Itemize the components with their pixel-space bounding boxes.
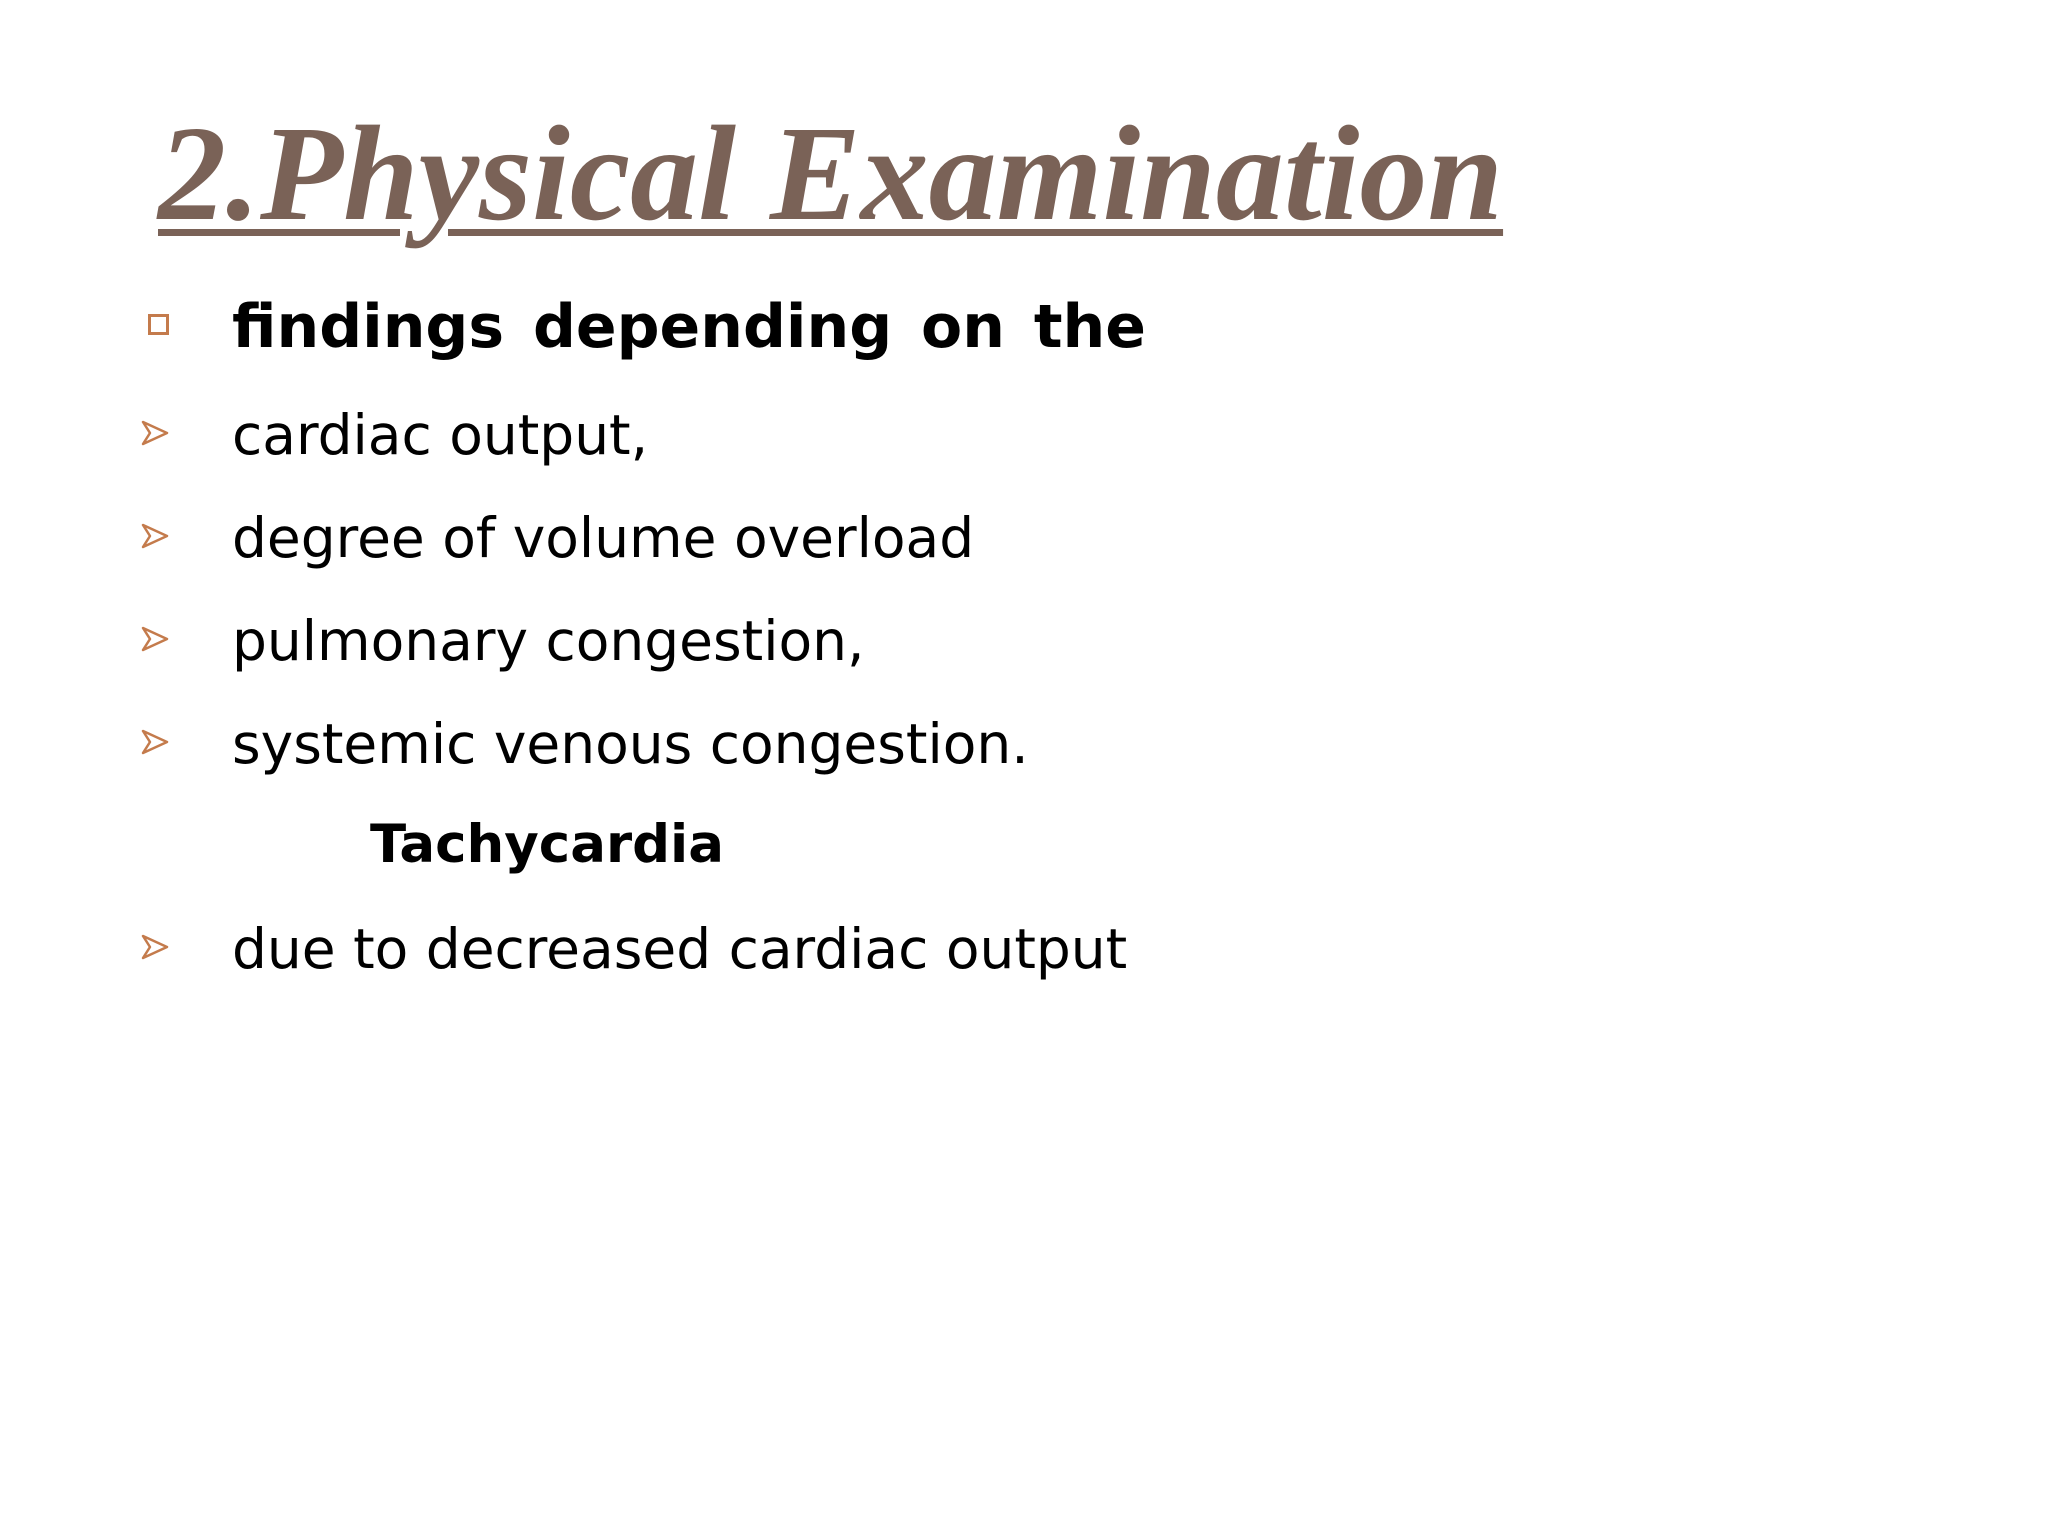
arrow-bullet-icon — [140, 727, 170, 757]
list-item-text: due to decreased cardiac output — [232, 917, 1128, 981]
list-item — [0, 400, 2048, 490]
arrow-bullet-icon — [140, 932, 170, 962]
subheading-tachycardia: Tachycardia — [370, 814, 724, 875]
list-item — [0, 606, 2048, 696]
list-item-text: degree of volume overload — [232, 506, 975, 570]
intro-text: findings depending on the — [232, 292, 1146, 362]
list-item — [0, 503, 2048, 593]
subheading-row — [0, 810, 2048, 900]
square-bullet-icon — [148, 314, 169, 335]
list-item-text: pulmonary congestion, — [232, 609, 865, 673]
arrow-bullet-icon — [140, 418, 170, 448]
slide-title: 2.Physical Examination — [158, 99, 1504, 249]
list-item-text: systemic venous congestion. — [232, 712, 1029, 776]
arrow-bullet-icon — [140, 624, 170, 654]
arrow-bullet-icon — [140, 521, 170, 551]
list-item-intro — [0, 292, 2048, 382]
list-item — [0, 914, 2048, 1004]
list-item — [0, 709, 2048, 799]
list-item-text: cardiac output, — [232, 403, 649, 467]
